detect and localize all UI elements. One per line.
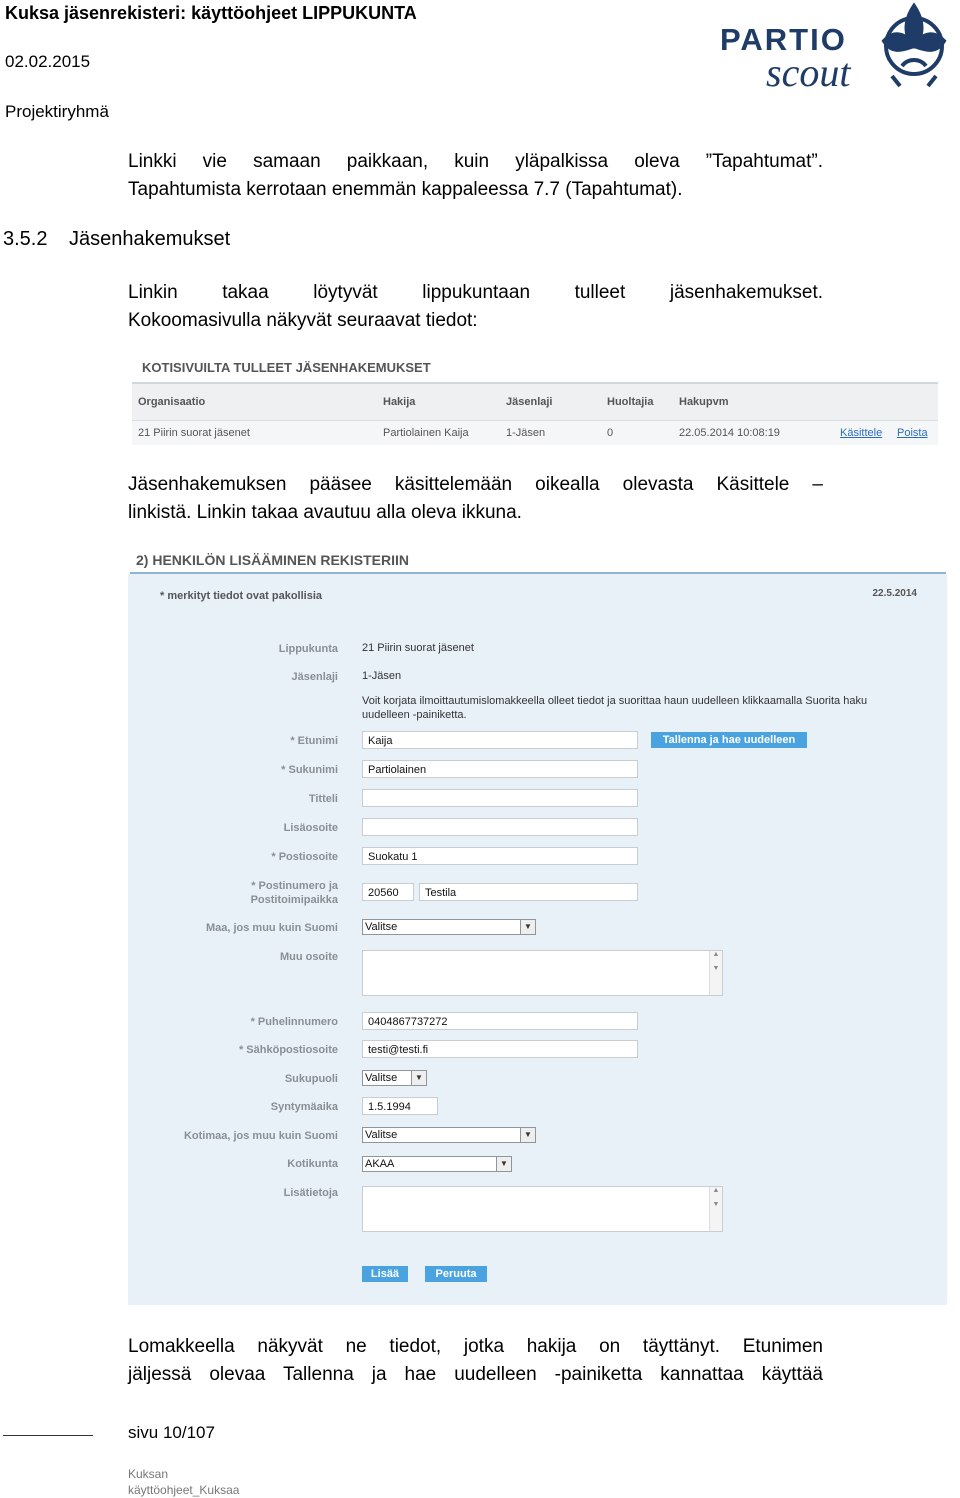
cancel-button[interactable]: Peruuta xyxy=(425,1266,487,1282)
page-number: sivu 10/107 xyxy=(128,1423,215,1442)
label-sukunimi: * Sukunimi xyxy=(281,764,338,776)
paragraph-line: Jäsenhakemuksen pääsee käsittelemään oikealla olevasta Käsittele – xyxy=(128,474,823,495)
paragraph-applications xyxy=(128,279,823,335)
document-title: Kuksa jäsenrekisteri: käyttöohjeet LIPPUKUNTA xyxy=(5,3,417,23)
gender-select-value: Valitse xyxy=(365,1072,398,1084)
textarea-scrollbar[interactable]: ▲ ▼ xyxy=(709,1187,722,1231)
value-jasenlaji: 1-Jäsen xyxy=(362,670,402,682)
label-postal-code xyxy=(251,879,338,907)
paragraph-process-link xyxy=(128,471,823,527)
partio-scout-logo xyxy=(718,0,960,100)
label-postal-code-line1: * Postinumero ja xyxy=(251,880,338,892)
summary-table-title: KOTISIVUILTA TULLEET JÄSENHAKEMUKSET xyxy=(142,360,431,375)
home-country-select[interactable] xyxy=(362,1127,536,1143)
country-select[interactable] xyxy=(362,919,536,935)
scout-emblem-icon xyxy=(884,6,944,86)
table-row xyxy=(132,420,938,445)
add-button[interactable]: Lisää xyxy=(362,1266,408,1282)
summary-table-header xyxy=(132,382,938,420)
paragraph-line: Tapahtumista kerrotaan enemmän kappaleessa 7.7 (Tapahtumat). xyxy=(128,179,683,200)
paragraph-line: Lomakkeella näkyvät ne tiedot, jotka hakija on täyttänyt. Etunimen xyxy=(128,1336,823,1357)
municipality-select-value: AKAA xyxy=(365,1158,395,1170)
label-etunimi: * Etunimi xyxy=(290,735,338,747)
column-header: Jäsenlaji xyxy=(506,396,553,408)
paragraph-line: jäljessä olevaa Tallenna ja hae uudelleen -painiketta kannattaa käyttää xyxy=(128,1364,823,1385)
label-gender: Sukupuoli xyxy=(284,1073,338,1085)
process-link[interactable]: Käsittele xyxy=(840,427,883,439)
home-country-select-value: Valitse xyxy=(365,1129,398,1141)
column-header: Huoltajia xyxy=(607,396,654,408)
footer-note-line2: käyttöohjeet_Kuksaa xyxy=(128,1483,240,1497)
paragraph-line: Linkki vie samaan paikkaan, kuin yläpalkissa oleva ”Tapahtumat”. xyxy=(128,151,823,172)
column-header: Hakupvm xyxy=(679,396,729,408)
table-cell: Partiolainen Kaija xyxy=(383,427,469,439)
label-email: * Sähköpostiosoite xyxy=(238,1044,338,1056)
additional-address-input[interactable] xyxy=(362,818,638,836)
postal-code-input[interactable]: 20560 xyxy=(362,883,414,901)
column-header: Hakija xyxy=(383,396,416,408)
label-postiosoite: * Postiosoite xyxy=(271,851,338,863)
other-address-textarea[interactable] xyxy=(362,950,723,996)
column-header: Organisaatio xyxy=(138,396,206,408)
table-cell: 1-Jäsen xyxy=(506,427,546,439)
label-municipality: Kotikunta xyxy=(287,1158,338,1170)
label-phone: * Puhelinnumero xyxy=(250,1016,338,1028)
logo-text-partio: PARTIO xyxy=(720,22,847,57)
form-title: 2) HENKILÖN LISÄÄMINEN REKISTERIIN xyxy=(136,552,410,568)
chevron-down-icon[interactable]: ▼ xyxy=(496,1157,511,1171)
applications-summary-table xyxy=(132,358,938,442)
footer-rule xyxy=(3,1435,93,1436)
chevron-down-icon[interactable]: ▼ xyxy=(411,1071,426,1085)
paragraph-events-link xyxy=(128,148,823,204)
label-titteli: Titteli xyxy=(308,793,338,805)
first-name-input[interactable]: Kaija xyxy=(362,731,638,749)
label-country: Maa, jos muu kuin Suomi xyxy=(205,922,338,934)
save-and-search-button[interactable]: Tallenna ja hae uudelleen xyxy=(651,732,807,748)
country-select-value: Valitse xyxy=(365,921,398,933)
document-date: 02.02.2015 xyxy=(5,52,91,71)
city-input[interactable]: Testila xyxy=(419,883,638,901)
chevron-down-icon[interactable]: ▼ xyxy=(520,1128,535,1142)
paragraph-line: Linkin takaa löytyvät lippukuntaan tulleet jäsenhakemukset. xyxy=(128,282,823,303)
label-lippukunta: Lippukunta xyxy=(278,643,338,655)
footer-note xyxy=(128,1466,239,1498)
person-add-form xyxy=(128,574,947,1305)
label-additional-info: Lisätietoja xyxy=(283,1187,338,1199)
textarea-scrollbar[interactable]: ▲ ▼ xyxy=(709,951,722,995)
value-lippukunta: 21 Piirin suorat jäsenet xyxy=(362,642,474,654)
street-address-input[interactable]: Suokatu 1 xyxy=(362,847,638,865)
gender-select[interactable] xyxy=(362,1070,427,1086)
table-cell: 22.05.2014 10:08:19 xyxy=(679,427,780,439)
label-home-country: Kotimaa, jos muu kuin Suomi xyxy=(183,1130,338,1142)
footer-note-line1: Kuksan xyxy=(128,1467,169,1481)
form-help-note: Voit korjata ilmoittautumislomakkeella olleet tiedot ja suorittaa haun uudelleen klikkaamalla Suorita haku uudelleen -painiketta. xyxy=(362,695,868,721)
section-number: 3.5.2 xyxy=(3,228,48,250)
table-cell: 21 Piirin suorat jäsenet xyxy=(138,427,250,439)
required-fields-note: * merkityt tiedot ovat pakollisia xyxy=(160,590,322,602)
phone-input[interactable]: 0404867737272 xyxy=(362,1012,638,1030)
paragraph-form-info xyxy=(128,1333,823,1389)
section-heading xyxy=(3,228,230,251)
last-name-input[interactable]: Partiolainen xyxy=(362,760,638,778)
label-jasenlaji: Jäsenlaji xyxy=(291,671,338,683)
document-author: Projektiryhmä xyxy=(5,102,109,121)
label-lisaosoite: Lisäosoite xyxy=(283,822,338,834)
label-birthdate: Syntymäaika xyxy=(270,1101,338,1113)
title-input[interactable] xyxy=(362,789,638,807)
paragraph-line: linkistä. Linkin takaa avautuu alla oleva ikkuna. xyxy=(128,502,522,523)
form-date: 22.5.2014 xyxy=(872,588,917,599)
section-title: Jäsenhakemukset xyxy=(69,228,231,250)
delete-link[interactable]: Poista xyxy=(897,427,928,439)
label-postal-code-line2: Postitoimipaikka xyxy=(250,894,338,906)
birthdate-input[interactable]: 1.5.1994 xyxy=(362,1097,438,1115)
municipality-select[interactable] xyxy=(362,1156,512,1172)
additional-info-textarea[interactable] xyxy=(362,1186,723,1232)
paragraph-line: Kokoomasivulla näkyvät seuraavat tiedot: xyxy=(128,310,478,331)
logo-text-scout: scout xyxy=(766,50,851,95)
email-input[interactable]: testi@testi.fi xyxy=(362,1040,638,1058)
chevron-down-icon[interactable]: ▼ xyxy=(520,920,535,934)
label-other-address: Muu osoite xyxy=(279,951,338,963)
table-cell: 0 xyxy=(607,427,614,439)
